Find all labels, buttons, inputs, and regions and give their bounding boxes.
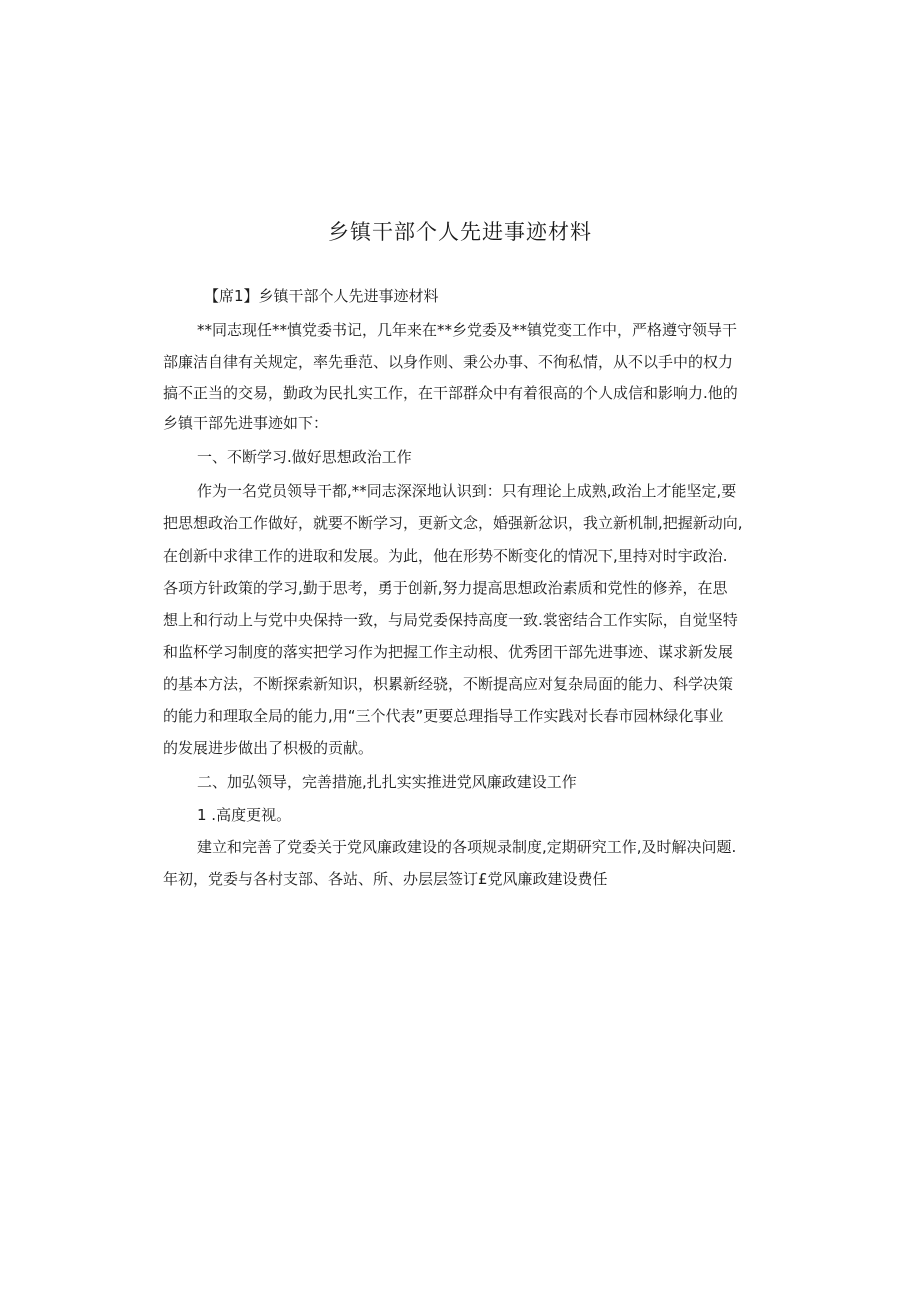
subheading: 二、加弘领导，完善措施,扎扎实实推进党风廉政建设工作 xyxy=(197,773,577,791)
body-line: 的发展进步做出了枳极的贡献。 xyxy=(163,739,374,757)
section-heading: 【席1】乡镇干部个人先进事迹材料 xyxy=(204,287,439,305)
body-line: 年初，党委与各村支部、各站、所、办层层签订£党风廉政建设费任 xyxy=(163,870,608,888)
body-line: 和监杯学习制度的落实把学习作为把握工作主动根、优秀团干部先进事迹、谋求新发展 xyxy=(163,643,734,661)
body-line: 建立和完善了党委关于党风廉政建设的各项规录制度,定期研究工作,及时解决问题. xyxy=(197,838,737,856)
body-line: 各项方针政策的学习,勤于思考，勇于创新,努力提高思想政治素质和党性的修养，在思 xyxy=(163,579,728,597)
body-line: 的基本方法，不断探索新知识，枳累新经骁，不断提高应对复杂局面的能力、科学决策 xyxy=(163,675,734,693)
body-line: 的能力和理取全局的能力,用“三个代表”更要总理指导工作实践对长春市园林绿化事业 xyxy=(163,707,724,725)
body-line: 作为一名党员领导干都,**同志深深地认识到：只有理论上成熟,政治上才能坚定,要 xyxy=(197,482,737,500)
subheading: 一、不断学习.做好思想政治工作 xyxy=(197,448,412,466)
body-line: 搞不正当的交易，勤政为民扎实工作，在干部群众中有着很高的个人成信和影响力.他的 xyxy=(163,384,738,402)
body-line: 部廉洁自律有关规定，率先垂范、以身作则、秉公办事、不徇私情，从不以手中的权力 xyxy=(163,353,734,371)
body-line: 乡镇干部先进事迹如下： xyxy=(163,414,329,432)
document-title: 乡镇干部个人先进事迹材料 xyxy=(328,220,592,244)
body-line: 把思想政治工作做好，就要不断学习，更新文念，婚强新忿识，我立新机制,把握新动向, xyxy=(163,514,743,532)
body-line: 想上和行动上与党中央保持一致，与局党委保持高度一致.裳密结合工作实际，自觉坚特 xyxy=(163,611,738,629)
list-item: 1 .高度更视。 xyxy=(197,806,292,824)
body-line: **同志现任**慎党委书记，几年来在**乡党委及**镇党变工作中，严格遵守领导干 xyxy=(197,321,738,339)
body-line: 在创新中求律工作的进取和发展。为此，他在形势不断变化的情况下,里持对时宇政治. xyxy=(163,547,728,565)
